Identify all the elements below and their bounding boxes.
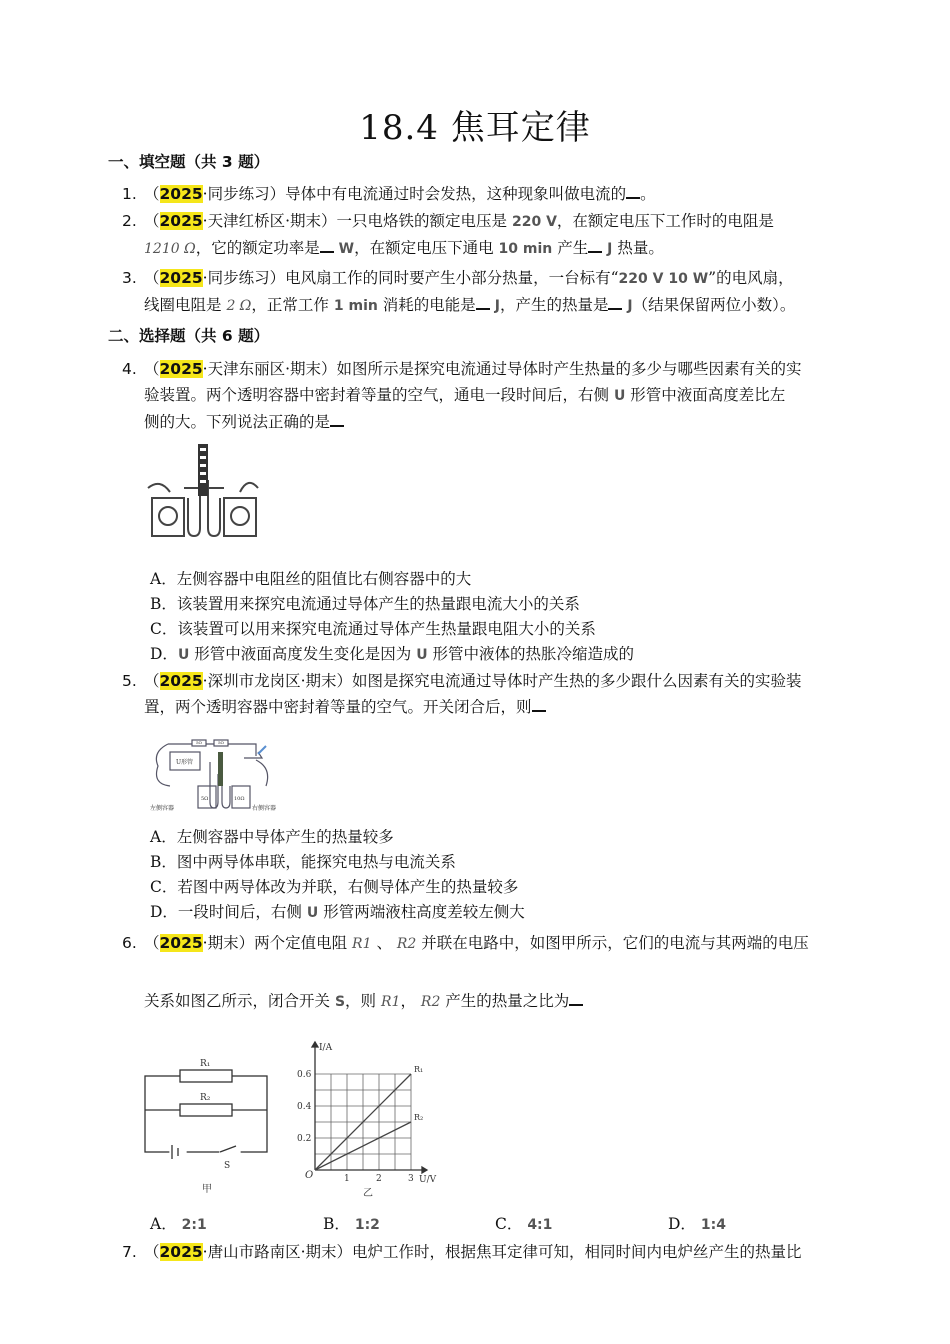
year-tag: 2025 bbox=[159, 212, 203, 230]
y-tick-label: 0.2 bbox=[297, 1134, 312, 1144]
math-value: U bbox=[177, 647, 190, 663]
math-value: R2 bbox=[420, 994, 441, 1010]
question-text: 置，两个透明容器中密封着等量的空气。开关闭合后，则 bbox=[144, 698, 532, 716]
figure-caption: 甲 bbox=[202, 1184, 212, 1195]
question-number: 3. bbox=[122, 269, 137, 287]
question-text: 两个定值电阻 bbox=[254, 934, 348, 952]
math-value: 1210 Ω bbox=[144, 241, 196, 257]
answer-blank[interactable] bbox=[532, 696, 546, 712]
question-text: 产生的热量之比为 bbox=[445, 992, 570, 1010]
answer-blank[interactable] bbox=[608, 294, 622, 310]
x-axis-label: U/V bbox=[419, 1175, 437, 1185]
question-text: 一只电烙铁的额定电压是 bbox=[336, 212, 508, 230]
resistor-label: 5Ω bbox=[196, 740, 202, 745]
question-text: 如图所示是探究电流通过导体时产生热量的多少与哪些因素有关的实 bbox=[336, 360, 802, 378]
option-a[interactable]: A．左侧容器中导体产生的热量较多 bbox=[150, 828, 394, 846]
option-text: 形管中液面高度发生变化是因为 bbox=[194, 645, 412, 663]
question-5: 5. （2025·深圳市龙岗区·期末）如图是探究电流通过导体时产生热的多少跟什么因素有关的实验装 置，两个透明容器中密封着等量的空气。开关闭合后，则 bbox=[112, 668, 844, 720]
question-text: 电风扇工作的同时要产生小部分热量，一台标有“ bbox=[285, 269, 619, 287]
year-tag: 2025 bbox=[159, 1243, 203, 1261]
option-label: A． bbox=[150, 1215, 177, 1233]
question-text: 形管中液面高度差比左 bbox=[630, 386, 786, 404]
math-value: 1 min bbox=[333, 298, 378, 314]
resistor-label: 5Ω bbox=[218, 740, 224, 745]
math-value: 10 min bbox=[498, 241, 553, 257]
origin-label: O bbox=[305, 1170, 314, 1181]
question-text: ， bbox=[400, 992, 416, 1010]
option-label: C． bbox=[495, 1215, 523, 1233]
question-number: 4. bbox=[122, 360, 137, 378]
series-label-r2: R₂ bbox=[414, 1113, 424, 1122]
x-tick-label: 2 bbox=[376, 1174, 382, 1184]
option-value: 1:4 bbox=[700, 1217, 726, 1233]
option-d[interactable] bbox=[150, 642, 634, 668]
source-text: ·同步练习） bbox=[202, 185, 286, 203]
question-number: 2. bbox=[122, 212, 137, 230]
option-b[interactable]: B．图中两导体串联，能探究电热与电流关系 bbox=[150, 853, 456, 871]
question-text: ，在额定电压下工作时的电阻是 bbox=[556, 212, 774, 230]
math-value: 220 V 10 W bbox=[618, 271, 709, 287]
x-tick-label: 3 bbox=[408, 1174, 414, 1184]
question-text: 消耗的电能是 bbox=[382, 296, 476, 314]
source-text: ·深圳市龙岗区·期末） bbox=[202, 672, 353, 690]
question-text: 侧的大。下列说法正确的是 bbox=[144, 413, 331, 431]
r2-label: R₂ bbox=[200, 1093, 211, 1103]
series-label-r1: R₁ bbox=[414, 1065, 424, 1074]
option-label: B． bbox=[323, 1215, 350, 1233]
question-6-line-2 bbox=[112, 988, 844, 1015]
answer-blank[interactable] bbox=[569, 990, 583, 1006]
r1-label: R₁ bbox=[200, 1059, 211, 1069]
option-label: D． bbox=[150, 645, 178, 663]
math-value: 220 V bbox=[511, 214, 557, 230]
math-value: 2 Ω bbox=[226, 298, 252, 314]
option-a[interactable] bbox=[150, 1212, 207, 1234]
q4-apparatus-figure bbox=[140, 440, 265, 540]
math-value: U bbox=[416, 647, 428, 663]
option-d[interactable] bbox=[150, 900, 525, 926]
q6-iu-chart bbox=[295, 1040, 445, 1200]
option-text: 形管两端液柱高度差较左侧大 bbox=[323, 903, 525, 921]
math-value: R2 bbox=[396, 936, 417, 952]
section-choice-heading: 二、选择题（共 6 题） bbox=[108, 327, 270, 345]
question-text: 热量。 bbox=[617, 239, 664, 257]
answer-blank[interactable] bbox=[330, 411, 344, 427]
q5-apparatus-figure bbox=[148, 732, 288, 812]
source-text: ·天津红桥区·期末） bbox=[202, 212, 337, 230]
x-tick-label: 1 bbox=[344, 1174, 350, 1184]
option-b[interactable] bbox=[323, 1212, 380, 1234]
option-d[interactable] bbox=[668, 1212, 726, 1234]
x-axis-arrow bbox=[422, 1167, 427, 1173]
option-a[interactable]: A．左侧容器中电阻丝的阻值比右侧容器中的大 bbox=[150, 570, 472, 588]
question-text: 如图是探究电流通过导体时产生热的多少跟什么因素有关的实验装 bbox=[352, 672, 802, 690]
q6-circuit-figure bbox=[140, 1050, 275, 1195]
source-text: ·唐山市路南区·期末） bbox=[202, 1243, 353, 1261]
question-text: 线圈电阻是 bbox=[144, 296, 222, 314]
year-tag: 2025 bbox=[159, 360, 203, 378]
question-4: 4. （2025·天津东丽区·期末）如图所示是探究电流通过导体时产生热量的多少与哪些因素有关的实 验装置。两个透明容器中密封着等量的空气，通电一段时间后，右侧 U 形管中液面高度差比左 侧的大。下列说法正确的是 bbox=[112, 356, 844, 435]
answer-blank[interactable] bbox=[588, 237, 602, 253]
answer-blank[interactable] bbox=[320, 237, 334, 253]
option-c[interactable] bbox=[495, 1212, 552, 1234]
math-value: R1 bbox=[352, 936, 372, 952]
question-3: 3. （2025·同步练习）电风扇工作的同时要产生小部分热量，一台标有“220 V 10 W”的电风扇， 线圈电阻是 2 Ω，正常工作 1 min 消耗的电能是 J，产生的热量是 J（结果保留两位小数）。 bbox=[112, 265, 844, 319]
question-text: 电炉工作时，根据焦耳定律可知，相同时间内电炉丝产生的热量比 bbox=[352, 1243, 802, 1261]
question-text: 并联在电路中，如图甲所示，它们的电流与其两端的电压 bbox=[421, 934, 809, 952]
question-text: 导体中有电流通过时会发热，这种现象叫做电流的 bbox=[285, 185, 627, 203]
page-title: 18.4 焦耳定律 bbox=[359, 108, 591, 148]
question-text: 关系如图乙所示，闭合开关 bbox=[144, 992, 331, 1010]
question-2: 2. （2025·天津红桥区·期末）一只电烙铁的额定电压是 220 V，在额定电压下工作时的电阻是 1210 Ω，它的额定功率是 W，在额定电压下通电 10 min 产生 J 热量。 bbox=[112, 208, 844, 262]
question-number: 5. bbox=[122, 672, 137, 690]
unit: J bbox=[607, 241, 613, 257]
question-text: 产生 bbox=[557, 239, 589, 257]
option-text: D．一段时间后，右侧 bbox=[150, 903, 302, 921]
option-c[interactable]: C．若图中两导体改为并联，右侧导体产生的热量较多 bbox=[150, 878, 519, 896]
option-text: 形管中液体的热胀冷缩造成的 bbox=[432, 645, 635, 663]
math-value: R1 bbox=[381, 994, 401, 1010]
math-value: S bbox=[334, 994, 346, 1010]
answer-blank[interactable] bbox=[476, 294, 490, 310]
option-c[interactable]: C．该装置可以用来探究电流通过导体产生热量跟电阻大小的关系 bbox=[150, 620, 596, 638]
question-number: 7. bbox=[122, 1243, 137, 1261]
question-number: 6. bbox=[122, 934, 137, 952]
year-tag: 2025 bbox=[159, 934, 203, 952]
question-number: 1. bbox=[122, 185, 137, 203]
option-label: D． bbox=[668, 1215, 696, 1233]
option-value: 2:1 bbox=[181, 1217, 207, 1233]
right-container-label: 右侧容器 bbox=[252, 805, 277, 812]
option-value: 1:2 bbox=[354, 1217, 380, 1233]
y-axis-label: I/A bbox=[319, 1043, 333, 1053]
left-container-label: 左侧容器 bbox=[150, 805, 175, 812]
unit: J bbox=[627, 298, 633, 314]
question-text: ，它的额定功率是 bbox=[195, 239, 320, 257]
resistor-label: 5Ω bbox=[201, 796, 209, 802]
option-value: 4:1 bbox=[527, 1217, 553, 1233]
unit: W bbox=[338, 241, 355, 257]
question-text: 。 bbox=[640, 185, 656, 203]
source-text: ·期末） bbox=[202, 934, 255, 952]
question-text: ，正常工作 bbox=[251, 296, 329, 314]
question-1: 1. （2025·同步练习）导体中有电流通过时会发热，这种现象叫做电流的 。 bbox=[112, 181, 844, 207]
math-value: U bbox=[306, 905, 319, 921]
question-6: 6. （2025·期末）两个定值电阻 R1 、 R2 并联在电路中，如图甲所示，它们的电流与其两端的电压 bbox=[112, 930, 844, 957]
question-text: （结果保留两位小数）。 bbox=[632, 296, 796, 314]
question-text: 验装置。两个透明容器中密封着等量的空气，通电一段时间后，右侧 bbox=[144, 386, 610, 404]
y-axis-arrow bbox=[312, 1042, 318, 1047]
answer-blank[interactable] bbox=[626, 183, 640, 199]
math-value: U bbox=[613, 388, 626, 404]
source-text: ·天津东丽区·期末） bbox=[202, 360, 337, 378]
option-b[interactable]: B．该装置用来探究电流通过导体产生的热量跟电流大小的关系 bbox=[150, 595, 580, 613]
year-tag: 2025 bbox=[159, 269, 203, 287]
y-tick-label: 0.6 bbox=[297, 1070, 312, 1080]
source-text: ·同步练习） bbox=[202, 269, 286, 287]
switch-label: S bbox=[224, 1161, 231, 1171]
resistor-label: 10Ω bbox=[234, 796, 245, 802]
y-tick-label: 0.4 bbox=[297, 1102, 312, 1112]
question-text: ，产生的热量是 bbox=[499, 296, 609, 314]
year-tag: 2025 bbox=[159, 185, 203, 203]
unit: J bbox=[494, 298, 500, 314]
question-text: ，则 bbox=[345, 992, 377, 1010]
question-text: ”的电风扇， bbox=[708, 269, 794, 287]
question-text: ，在额定电压下通电 bbox=[354, 239, 494, 257]
section-fill-heading: 一、填空题（共 3 题） bbox=[108, 153, 270, 171]
question-7: 7. （2025·唐山市路南区·期末）电炉工作时，根据焦耳定律可知，相同时间内电炉丝产生的热量比 bbox=[112, 1239, 844, 1265]
question-text: 、 bbox=[376, 934, 392, 952]
chart-title: 乙 bbox=[363, 1188, 373, 1199]
year-tag: 2025 bbox=[159, 672, 203, 690]
u-tube-label: U形管 bbox=[176, 759, 194, 766]
